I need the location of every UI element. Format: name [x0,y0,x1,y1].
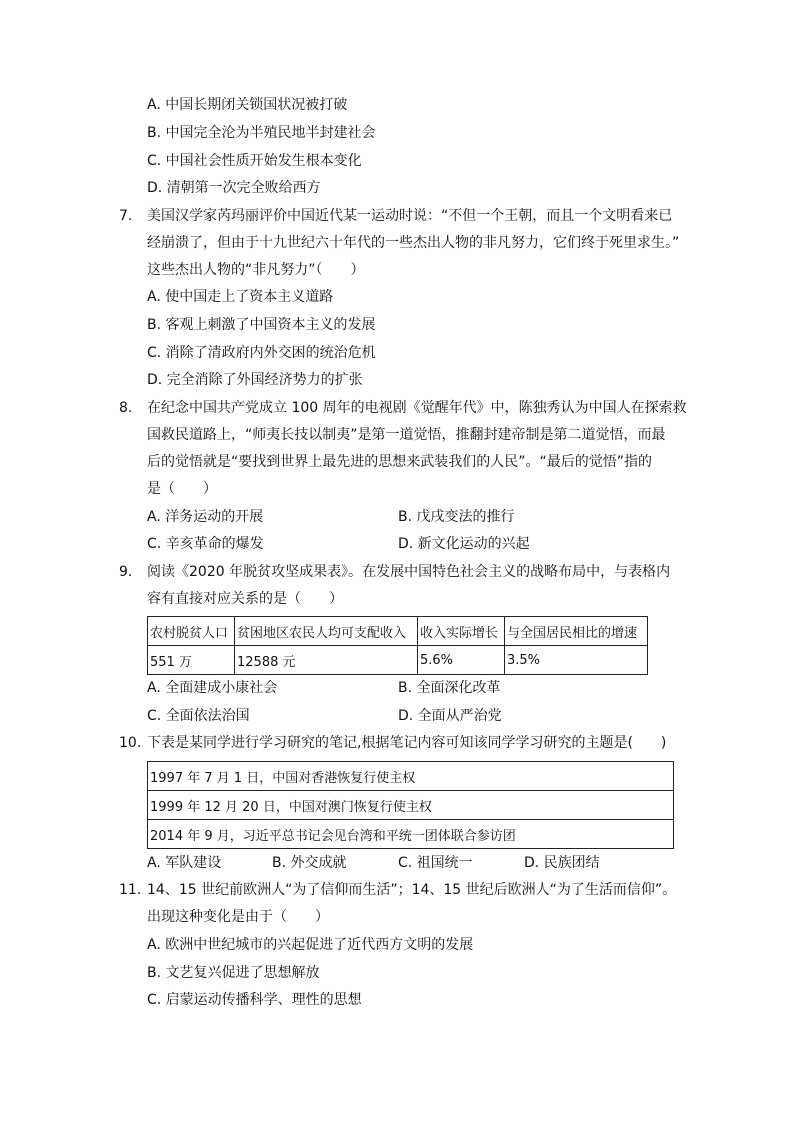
q8-stem-line3: 后的觉悟就是“要找到世界上最先进的思想来武装我们的人民”。“最后的觉悟”指的 [147,454,653,470]
q10-option-b: B. 外交成就 [272,855,347,871]
table-header-cell: 与全国居民相比的增速 [505,617,648,646]
table-header-cell: 贫困地区农民人均可支配收入 [235,617,418,646]
q8-option-a: A. 洋务运动的开展 [147,509,264,525]
q8-stem-line4: 是（ ） [147,481,217,497]
table-header-row [148,617,648,646]
table-cell: 1999 年 12 月 20 日，中国对澳门恢复行使主权 [148,791,674,820]
poverty-results-table [147,616,648,675]
q7-number: 7. [119,208,133,224]
q6-option-b: B. 中国完全沦为半殖民地半封建社会 [147,125,376,141]
q11-option-c: C. 启蒙运动传播科学、理性的思想 [147,992,362,1008]
q7-stem-line1: 美国汉学家芮玛丽评价中国近代某一运动时说：“不但一个王朝，而且一个文明看来已 [147,208,673,224]
table-cell: 1997 年 7 月 1 日，中国对香港恢复行使主权 [148,762,674,791]
q9-stem-line2: 容有直接对应关系的是（ ） [147,591,343,607]
q6-option-a: A. 中国长期闭关锁国状况被打破 [147,97,348,113]
table-row [148,820,674,849]
table-header-cell: 农村脱贫人口 [148,617,235,646]
q8-stem-line2: 国救民道路上，“师夷长技以制夷”是第一道觉悟，推翻封建帝制是第二道觉悟，而最 [147,427,666,443]
q8-number: 8. [119,400,133,416]
q6-option-c: C. 中国社会性质开始发生根本变化 [147,153,362,169]
q7-stem-line3: 这些杰出人物的“非凡努力”（ ） [147,262,365,278]
q8-stem-line1: 在纪念中国共产党成立 100 周年的电视剧《觉醒年代》中，陈独秀认为中国人在探索救 [147,400,687,416]
q9-number: 9. [119,564,133,580]
table-row [148,646,648,675]
q10-number: 10. [119,735,142,751]
q7-option-a: A. 使中国走上了资本主义道路 [147,289,334,305]
q7-option-b: B. 客观上刺激了中国资本主义的发展 [147,317,376,333]
q7-option-c: C. 消除了清政府内外交困的统治危机 [147,345,376,361]
q7-stem-line2: 经崩溃了，但由于十九世纪六十年代的一些杰出人物的非凡努力，它们终于死里求生。” [147,235,680,251]
study-notes-table [147,761,674,849]
q11-stem-line1: 14、15 世纪前欧洲人“为了信仰而生活”；14、15 世纪后欧洲人“为了生活而信仰”。 [147,882,677,898]
table-row [148,791,674,820]
q8-option-d: D. 新文化运动的兴起 [398,536,530,552]
q10-option-a: A. 军队建设 [147,855,222,871]
table-cell: 551 万 [148,646,235,675]
q8-option-b: B. 戊戌变法的推行 [398,509,515,525]
q11-option-a: A. 欧洲中世纪城市的兴起促进了近代西方文明的发展 [147,937,474,953]
q11-number: 11. [119,882,142,898]
q8-option-c: C. 辛亥革命的爆发 [147,536,264,552]
q9-option-c: C. 全面依法治国 [147,708,250,724]
q10-option-c: C. 祖国统一 [398,855,473,871]
table-row [148,762,674,791]
table-cell: 12588 元 [235,646,418,675]
q9-option-a: A. 全面建成小康社会 [147,680,278,696]
table-cell: 2014 年 9 月，习近平总书记会见台湾和平统一团体联合参访团 [148,820,674,849]
q11-option-b: B. 文艺复兴促进了思想解放 [147,965,320,981]
q7-option-d: D. 完全消除了外国经济势力的扩张 [147,372,363,388]
q10-stem-line1: 下表是某同学进行学习研究的笔记,根据笔记内容可知该同学学习研究的主题是( ) [147,735,667,751]
q9-option-d: D. 全面从严治党 [398,708,502,724]
table-cell: 5.6% [418,646,505,675]
q9-stem-line1: 阅读《2020 年脱贫攻坚成果表》。在发展中国特色社会主义的战略布局中，与表格内 [147,564,671,580]
q11-stem-line2: 出现这种变化是由于（ ） [147,909,329,925]
table-header-cell: 收入实际增长 [418,617,505,646]
q9-option-b: B. 全面深化改革 [398,680,501,696]
q6-option-d: D. 清朝第一次完全败给西方 [147,180,321,196]
q10-option-d: D. 民族团结 [524,855,600,871]
table-cell: 3.5% [505,646,648,675]
